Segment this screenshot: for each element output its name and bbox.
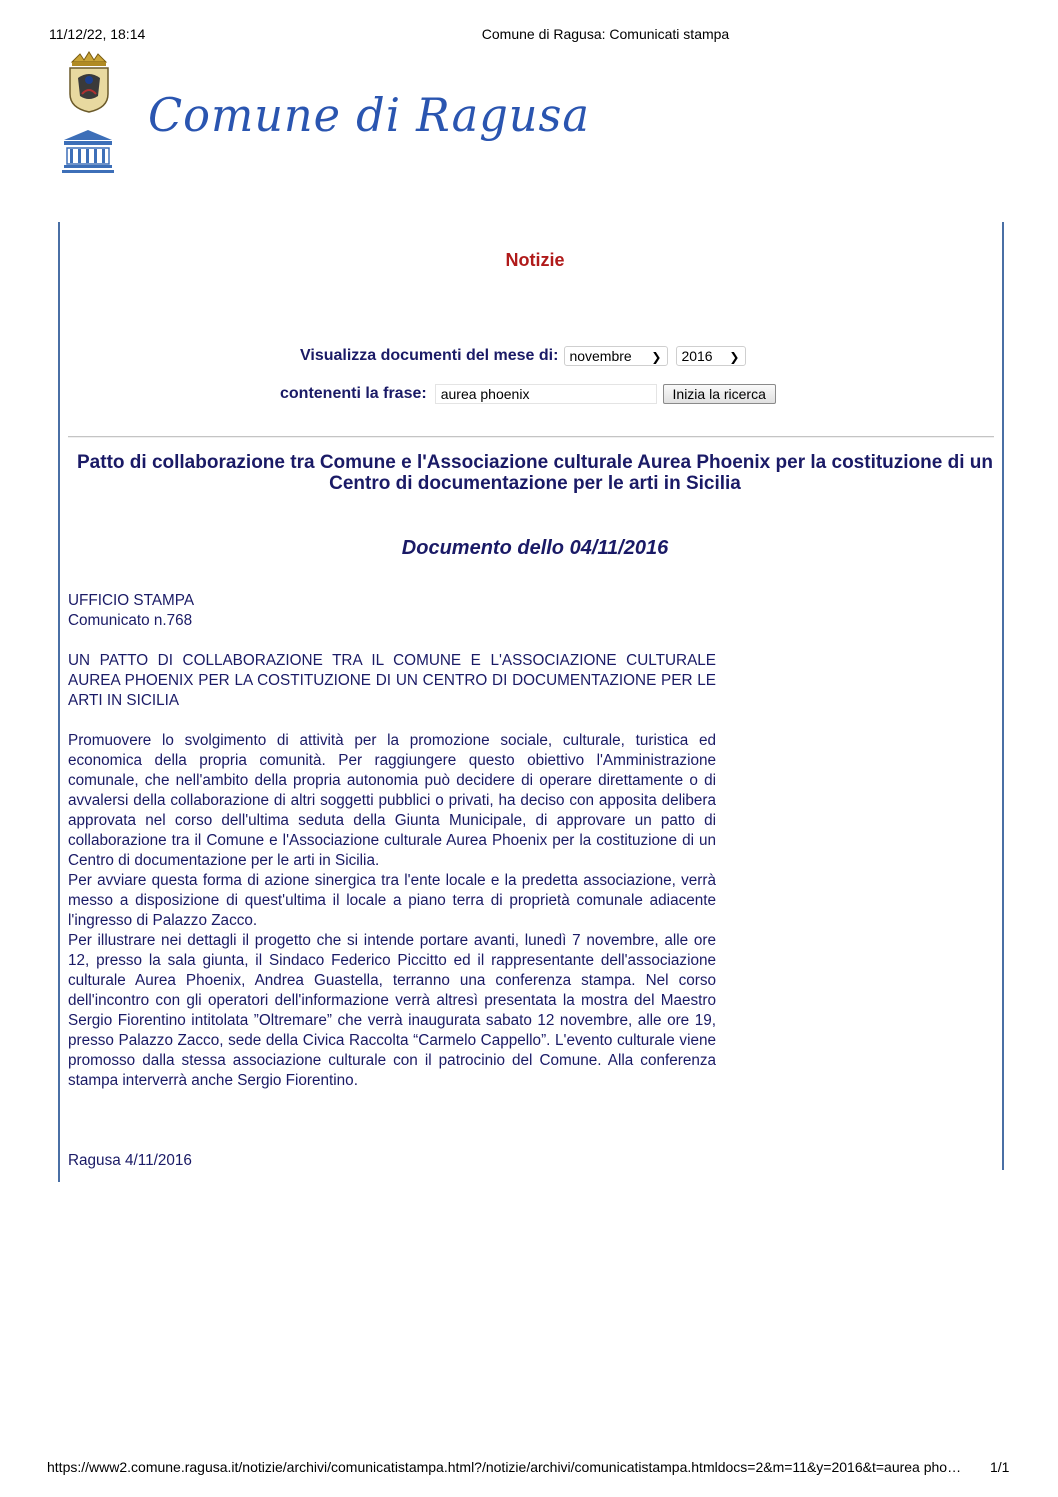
- month-select[interactable]: [564, 346, 668, 366]
- article-paragraph: Per avviare questa forma di azione sinergica tra l'ente locale e la predetta associazione, verrà messo a disposizione di quest'ultima il locale a piano terra di proprietà comunale adiacente l'ingresso di Palazzo Zacco.: [68, 872, 716, 929]
- print-header-title: Comune di Ragusa: Comunicati stampa: [481, 26, 730, 42]
- print-footer-page-number: 1/1: [990, 1459, 1010, 1475]
- content-frame-left-border: [58, 222, 60, 1182]
- site-title[interactable]: Comune di Ragusa: [148, 88, 590, 142]
- chevron-down-icon: ❯: [651, 350, 662, 364]
- release-number: Comunicato n.768: [68, 612, 193, 629]
- document-title: Patto di collaborazione tra Comune e l'Associazione culturale Aurea Phoenix per la costituzione di un Centro di documentazione per le arti in Sicilia: [77, 452, 993, 494]
- article-paragraph: Promuovere lo svolgimento di attività per la promozione sociale, culturale, turistica ed economica della propria comunità. Per raggiungere questo obiettivo l'Amministrazione comunale, che nell'ambito della propria autonomia può decidere di operare direttamente o di avvalersi della collaborazione di altri soggetti pubblici o privati, ha deciso con apposita delibera approvata nel corso dell'ultima seduta della Giunta Municipale, di approvare un patto di collaborazione tra il Comune e l'Associazione culturale Aurea Phoenix per la costituzione di un Centro di documentazione per le arti in Sicilia.: [68, 732, 716, 869]
- month-filter-label: Visualizza documenti del mese di:: [300, 347, 559, 364]
- year-select-value: 2016: [681, 348, 713, 364]
- article-paragraph: Per illustrare nei dettagli il progetto che si intende portare avanti, lunedì 7 novembre, alle ore 12, presso la sala giunta, il Sindaco Federico Piccitto ed il rappresentante dell'associazione culturale Aurea Phoenix, Andrea Guastella, terranno una conferenza stampa. Nel corso dell'incontro con gli operatori dell'informazione verrà altresì presentata la mostra del Maestro Sergio Fiorentino intitolata ”Oltremare” che verrà inaugurata sabato 12 novembre, alle ore 19, presso Palazzo Zacco, sede della Civica Raccolta “Carmelo Cappello”. L'evento culturale viene promosso dalla stessa associazione culturale con il patrocinio del Comune. Alla conferenza stampa interverrà anche Sergio Fiorentino.: [68, 932, 716, 1089]
- article-body: [68, 731, 716, 1091]
- press-office-label: UFFICIO STAMPA: [68, 592, 195, 609]
- chevron-down-icon: ❯: [729, 350, 740, 364]
- month-select-value: novembre: [569, 348, 632, 364]
- divider: [68, 436, 994, 438]
- phrase-filter-label: contenenti la frase:: [280, 385, 427, 402]
- document-signoff: Ragusa 4/11/2016: [68, 1152, 192, 1169]
- unesco-logo-icon: [62, 128, 114, 174]
- content-frame-right-border: [1002, 222, 1004, 1170]
- print-footer-url: https://www2.comune.ragusa.it/notizie/archivi/comunicatistampa.html?/notizie/archivi/comunicatistampa.htmldocs=2&m=11&y=2016&t=aurea pho…: [47, 1459, 962, 1475]
- phrase-search-input[interactable]: [435, 384, 657, 404]
- print-header-date: 11/12/22, 18:14: [49, 26, 146, 42]
- phrase-filter-row: [280, 383, 776, 405]
- press-office-block: [68, 591, 716, 631]
- month-filter-row: [300, 345, 746, 367]
- search-button[interactable]: Inizia la ricerca: [663, 384, 776, 404]
- document-headline: UN PATTO DI COLLABORAZIONE TRA IL COMUNE E L'ASSOCIAZIONE CULTURALE AUREA PHOENIX PER LA COSTITUZIONE DI UN CENTRO DI DOCUMENTAZIONE PER LE ARTI IN SICILIA: [68, 652, 716, 709]
- section-title: Notizie: [505, 250, 565, 270]
- year-select[interactable]: [676, 346, 746, 366]
- document-date: Documento dello 04/11/2016: [401, 537, 669, 559]
- ragusa-crest-icon[interactable]: [64, 50, 114, 114]
